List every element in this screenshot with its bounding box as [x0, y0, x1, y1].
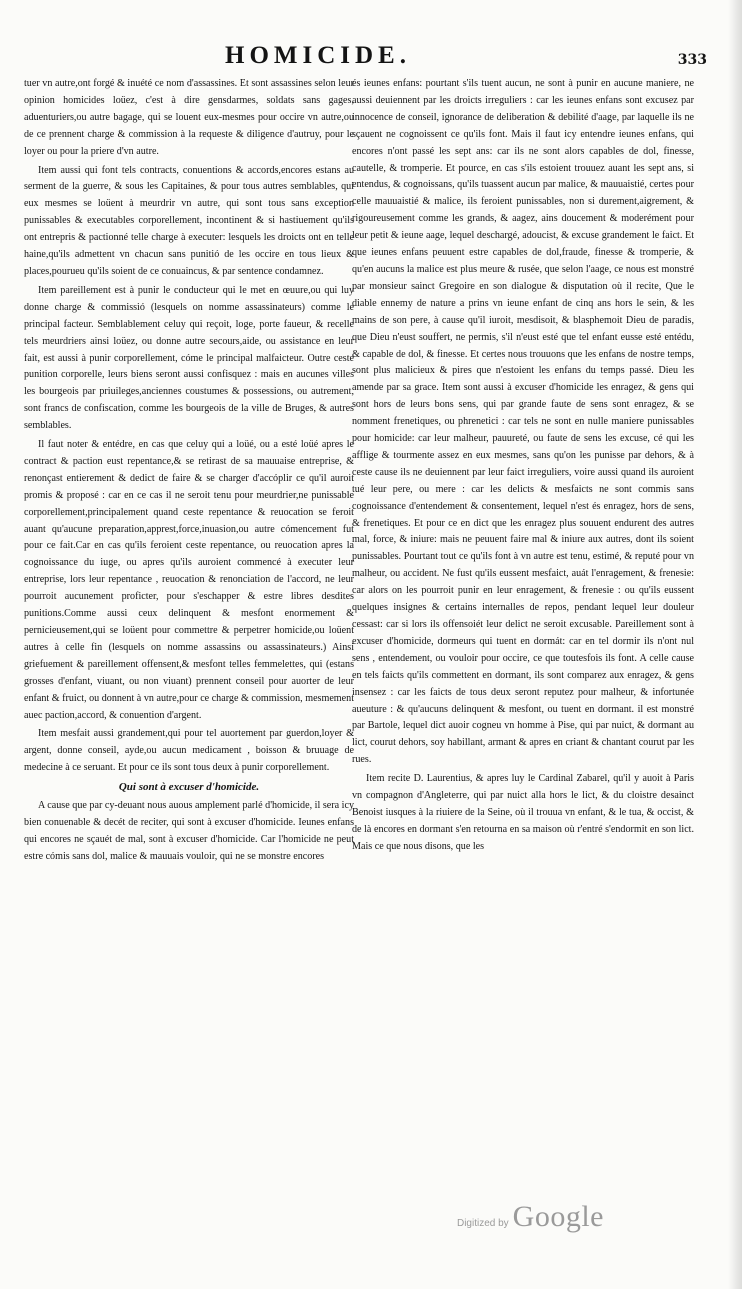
google-logo: Google [512, 1200, 604, 1233]
digitized-watermark [457, 1200, 604, 1234]
paragraph: Item mesfait aussi grandement,qui pour tel auortement par guerdon,loyer & argent, donne conseil, ayde,ou aucun medicament , boisson & bruuage de medecine à ce seruant. Et pour ce ils sont tous deux à punir corporellement. [24, 728, 354, 774]
section-heading: Qui sont à excuser d'homicide. [118, 781, 260, 794]
right-column [352, 76, 694, 858]
left-column [24, 76, 354, 868]
paragraph: Il faut noter & entédre, en cas que celuy qui a loüé, ou a esté loüé apres le contract & paction eust repentance,& se retirast de sa mauuaise entreprise, & renonçast entierement & dedict de faire & se charger d'accóplir ce qu'il auroit promis & proposé : car en ce cas il ne seroit tenu pour meurdrier,ne punissable corporellement,principalement quand ceste repentance & reuocation se feroit auant qu'aucune preparation,apprest,force,inuasion,ou autre cómencement fut pour ce fait.Car en cas qu'ils feroient ceste repentance, ou reuocation apres la cognoissance du iuge, ou apres qu'ils auroient commencé à executer leur entreprise, lors leur repentance , reuocation & renonciation de l'accord, ne leur pourroit aucunement proficter, pour s'eschapper & estre libres desdites punitions.Comme aussi ceux delinquent & mesfont enormement & pernicieusement,qui se loüent pour commettre & perpetrer homicide,ou loüent autres à celle fin (lesquels on nomme assassins ou assassinateurs.) Ainsi griefuement & pareillement offensent,& mesfont telles femmelettes, qui (estans grosses d'enfant, viuant, ou non viuant) prennent conseil pour auorter de leur enfant & fruict, ou donnent à vn autre,pour ce charge & commission, mesmement auec paction,accord, & conuention d'argent. [24, 439, 354, 721]
page-number: 333 [677, 52, 707, 68]
paragraph: Item pareillement est à punir le conducteur qui le met en œuure,ou qui luy donne charge & commissió (lesquels on nomme assassinateurs) comme le principal facteur. Semblablement celuy qui reçoit, loge, porte faueur, & recelle tels meurdriers ainsi loüez, ou donne autre secours,aide, ou assistance en leur fait, est aussi à punir corporellement, cóme le principal malfaicteur. Outre ceste punition corporelle, leurs biens seront aussi confisquez : mais en aucunes villes les bourgeois par priuileges,anciennes coustumes & possessions, ou autrement, sont francs de confiscation, comme les bourgeois de la ville de Bruges, & autres semblables. [24, 284, 354, 432]
paragraph: A cause que par cy-deuant nous auous amplement parlé d'homicide, il sera icy bien conuenable & decét de reciter, qui sont à excuser d'homicide. Ieunes enfans qui encores ne sçauét de mal, sont à excuser d'homicide. Car l'homicide ne peut estre cómis sans dol, malice & mauuais vouloir, qui ne se monstre encores [24, 800, 354, 862]
paragraph: Item aussi qui font tels contracts, conuentions & accords,encores estans au serment de la guerre, & sous les Capitaines, & pour tous autres semblables, qui eux mesmes se loüent à meurdrir vn autre, qui sont tous sans exception punissables & executables corporellement, incontinent & si hastiuement qu'ils ont entrepris & pactionné telle charge à executer: lesquels les droicts ont en telle haine,qu'ils admettent vn chacun sans punitió de les occire en tous lieux & places,pourueu qu'ils soient de ce conuaincus, & par sentence condamnez. [24, 164, 354, 277]
page-edge-shadow [728, 0, 742, 1289]
watermark-prefix: Digitized by [456, 1218, 509, 1229]
paragraph: Item recite D. Laurentius, & apres luy le Cardinal Zabarel, qu'il y auoit à Paris vn compagnon d'Angleterre, qui par nuict alla hors le lict, & du cloistre desainct Benoist iusques à la riuiere de la Seine, où il trouua vn enfant, & le tua, & occist, & de là encores en dormant s'en retourna en sa maison où r'entré s'endormit en son lict. Mais ce que nous disons, que les [352, 773, 694, 852]
paragraph: és ieunes enfans: pourtant s'ils tuent aucun, ne sont à punir en aucune maniere, ne aussi deuiennent par les droicts irreguliers : car les ieunes enfans sont excusez par innocence de conseil, ignorance de deliberation & debilité d'aage, par laquelle ils ne sçauent ne cognoissent ce qu'ils font. Mais il faut icy entendre ieunes enfans, qui encores n'ont passé les sept ans: car ils ne sont alors capables de dol, finesse, cautelle, & tromperie. Et pource, en cas s'ils estoient trouuez auant les sept ans, si entendus, & cognoissans, qu'ils tuassent aucun par malice, & mauuaistié, certes pour celle mauuaistié & malice, ils feroient punissables, non si durement,aigrement, & rigoureusement comme les grands, & aagez, ains doucement & moderément pour leur petit & ieune aage, lequel deschargé, adoucist, & excuse grandement le faict. Et que ieunes enfans peuuent estre capables de dol,fraude, finesse & tromperie, & qu'en aucuns la malice est plus meure & rusée, que selon l'aage, ce nous est monstré par monsieur sainct Gregoire en son dialogue & disputation où il recite, Que le diable ennemy de nature a prins vn ieune enfant de cinq ans hors le sein, & les mains de son pere, à cause qu'il iuroit, mesdisoit, & blasphemoit Dieu de paradis, que Dieu n'eust souffert, ne permis, s'il n'eust esté que tel enfant eusse esté entédu, & capable de dol, & finesse. Et certes nous trouuons que les enfans de nostre temps, sont plus malicieux & pires que n'estoient les enfans du temps passé. Dieu les amende par sa grace. Item sont aussi à excuser d'homicide les enragez, & gens qui sont hors de leurs bons sens, qui par grande faute de sens sont enragez, & se nomment frenetiques, ou phrenetici : car tels ne sont en nulle maniere punissables pour homicide: car leur malheur, pauureté, ou faute de sens les excuse, cé qui les afflige & tourmente assez en eux mesmes, sans qu'on les punisse par dehors, & à ceste cause ils ne deuiennent par leur faict irreguliers, voire aussi quand ils auroient tué leur pere, ou mere : car les delicts & mesfaicts ne sont commis sans cognoissance d'entendement & consentement, lequel n'est és enragez, hors de sens, & frenetiques. Et pour ce en dict que les enragez plus souuent endurent des autres mal, force, & iniure: mais ne peuuent faire mal & iniure aux autres, dont ils soient punissables. Pourtant tout ce qu'ils font à vn autre est tenu, estimé, & reputé pour vn malheur, ou accident. Ne fust qu'ils eussent mesfaict, auát l'enragement, & frenesie: car alors on les pourroit punir en leur enragement, & frenesie : ou qu'ils eussent quelques insignes & certains internalles de repos, pendant lequel leur douleur cessast: car si lors ils offensoiét leur delict ne seroit excusable. Pareillement sont à excuser d'homicide, dormeurs qui tuent en dormát: car en tel dormir ils n'ont nul sens , entendement, ou vouloir pour occire, ce que toutesfois ils font. A celle cause en tels faicts qu'ils commettent en dormant, ils sont comparez aux enragez, & gens insensez : car les faicts de tous deux seront reputez pour malheur, & infortunée aueuture : & qu'aucuns delinquent & mesfont, ou tuent en dormant. il est monstré par Bartole, lequel dict auoir cogneu vn homme à Pise, qui par nuict, & dormant au lict, courut dehors, soy habillant, armant & apres en criant & chantant courut par les rues. [352, 78, 694, 766]
paragraph: tuer vn autre,ont forgé & inuété ce nom d'assassines. Et sont assassines selon leur opinion homicides loüez, c'est à dire gensdarmes, soldats sans gages, aduenturiers,ou autre bagage, qui se louent eux-mesmes pour occire vn autre,ou de ce prennent charge & commission à la requeste & diligence d'autruy, pour le loyer ou pour la priere d'vn autre. [24, 78, 354, 157]
running-head: HOMICIDE. [225, 42, 411, 69]
